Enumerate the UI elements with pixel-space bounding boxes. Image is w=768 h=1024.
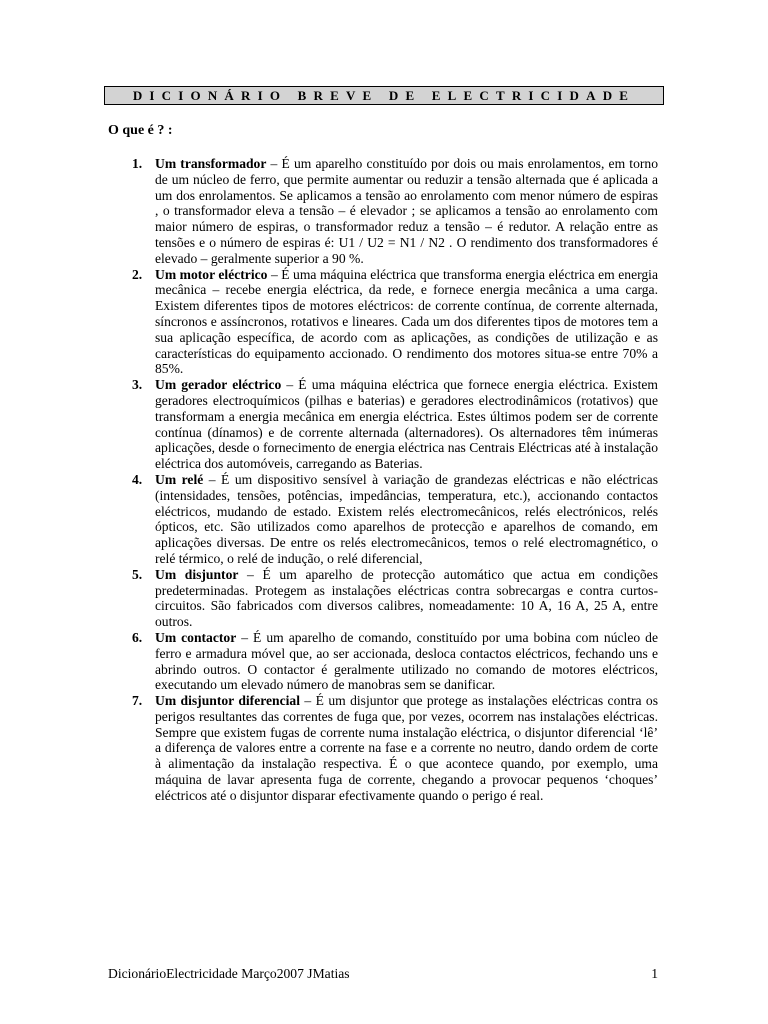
item-term: Um disjuntor xyxy=(155,566,239,582)
list-item xyxy=(132,377,658,472)
list-item xyxy=(132,693,659,804)
item-number: 1. xyxy=(132,156,143,171)
item-term: Um relé xyxy=(155,471,204,487)
item-definition: – É um dispositivo sensível à variação de grandezas eléctricas e não eléctricas (intensidades, tensões, potências, impedâncias, temperatura, etc.), accionando contactos eléctricos, mudando de estado. Existem relés electromecânicos, relés electrónicos, relés ópticos, etc. São utilizados como aparelhos de protecção e aparelhos de comando, em aplicações diversas. De entre os relés electromecânicos, temos o relé electromagnético, o relé térmico, o relé de indução, o relé diferencial, xyxy=(155,471,658,566)
item-definition: – É um aparelho constituído por dois ou mais enrolamentos, em torno de um núcleo de ferro, que permite aumentar ou reduzir a tensão alternada que é aplicada a um dos enrolamentos. Se aplicamos a tensão ao enrolamento com menor número de espiras , o transformador eleva a tensão – é elevador ; se aplicamos a tensão ao enrolamento com maior número de espiras, o transformador reduz a tensão – é redutor. A relação entre as tensões e o número de espiras é: U1 / U2 = N1 / N2 . O rendimento dos transformadores é elevado – geralmente superior a 90 %. xyxy=(155,156,658,266)
item-number: 4. xyxy=(132,471,143,487)
item-number: 6. xyxy=(132,629,143,645)
definition-list xyxy=(132,156,659,804)
item-number: 7. xyxy=(132,693,143,709)
item-definition: – É uma máquina eléctrica que transforma energia eléctrica em energia mecânica – recebe energia eléctrica, da rede, e fornece energia mecânica a uma carga. Existem diferentes tipos de motores eléctricos: de corrente contínua, de corrente alternada, síncronos e assíncronos, rotativos e lineares. Cada um dos diferentes tipos de motores tem a sua aplicação específica, de acordo com as aplicações, as condições de utilização e as características do equipamento accionado. O rendimento dos motores situa-se entre 70% a 85%. xyxy=(155,266,658,377)
item-number: 5. xyxy=(132,566,143,582)
list-item xyxy=(132,566,659,630)
list-item xyxy=(132,471,658,567)
item-number: 3. xyxy=(132,377,143,393)
document-title: DICIONÁRIO BREVE DE ELECTRICIDADE xyxy=(104,86,664,105)
item-term: Um transformador xyxy=(155,156,267,171)
item-definition: – É uma máquina eléctrica que fornece energia eléctrica. Existem geradores electroquímicos (pilhas e baterias) e geradores electrodinâmicos (rotativos) que transformam a energia mecânica em energia eléctrica. Estes últimos podem ser de corrente contínua (dínamos) e de corrente alternada (alternadores). Os alternadores têm inúmeras aplicações, desde o fornecimento de energia eléctrica nas Centrais Eléctricas até à instalação eléctrica dos automóveis, carregando as Baterias. xyxy=(155,377,658,472)
item-definition: – É um aparelho de comando, constituído por uma bobina com núcleo de ferro e armadura móvel que, ao ser accionada, desloca contactos eléctricos, fechando uns e abrindo outros. O contactor é geralmente utilizado no comando de motores eléctricos, executando um elevado número de manobras sem se danificar. xyxy=(155,629,658,693)
list-item xyxy=(132,266,658,378)
item-number: 2. xyxy=(132,266,143,282)
list-item xyxy=(132,629,658,693)
page-number: 1 xyxy=(651,966,658,981)
item-term: Um contactor xyxy=(155,629,237,645)
section-heading: O que é ? : xyxy=(108,123,173,138)
item-definition: – É um aparelho de protecção automático que actua em condições predeterminadas. Protegem as instalações eléctricas contra sobrecargas e contra curtos-circuitos. São fabricados com diversos calibres, nomeadamente: 10 A, 16 A, 25 A, entre outros. xyxy=(155,566,659,630)
footer-text: DicionárioElectricidade Março2007 JMatias xyxy=(108,966,350,981)
item-term: Um gerador eléctrico xyxy=(155,377,282,393)
list-item xyxy=(132,156,658,267)
item-definition: – É um disjuntor que protege as instalações eléctricas contra os perigos resultantes das correntes de fuga que, por vezes, ocorrem nas instalações eléctricas. Sempre que existem fugas de corrente numa instalação eléctrica, o disjuntor diferencial ‘lê’ a diferença de valores entre a corrente na fase e a corrente no neutro, dando ordem de corte à alimentação da instalação respectiva. É o que acontece quando, por exemplo, uma máquina de lavar apresenta fuga de corrente, chegando a provocar pequenos ‘choques’ eléctricos até o disjuntor disparar efectivamente quando o perigo é real. xyxy=(155,693,659,803)
item-term: Um motor eléctrico xyxy=(155,266,268,282)
item-term: Um disjuntor diferencial xyxy=(155,693,301,709)
page-footer xyxy=(108,966,658,982)
